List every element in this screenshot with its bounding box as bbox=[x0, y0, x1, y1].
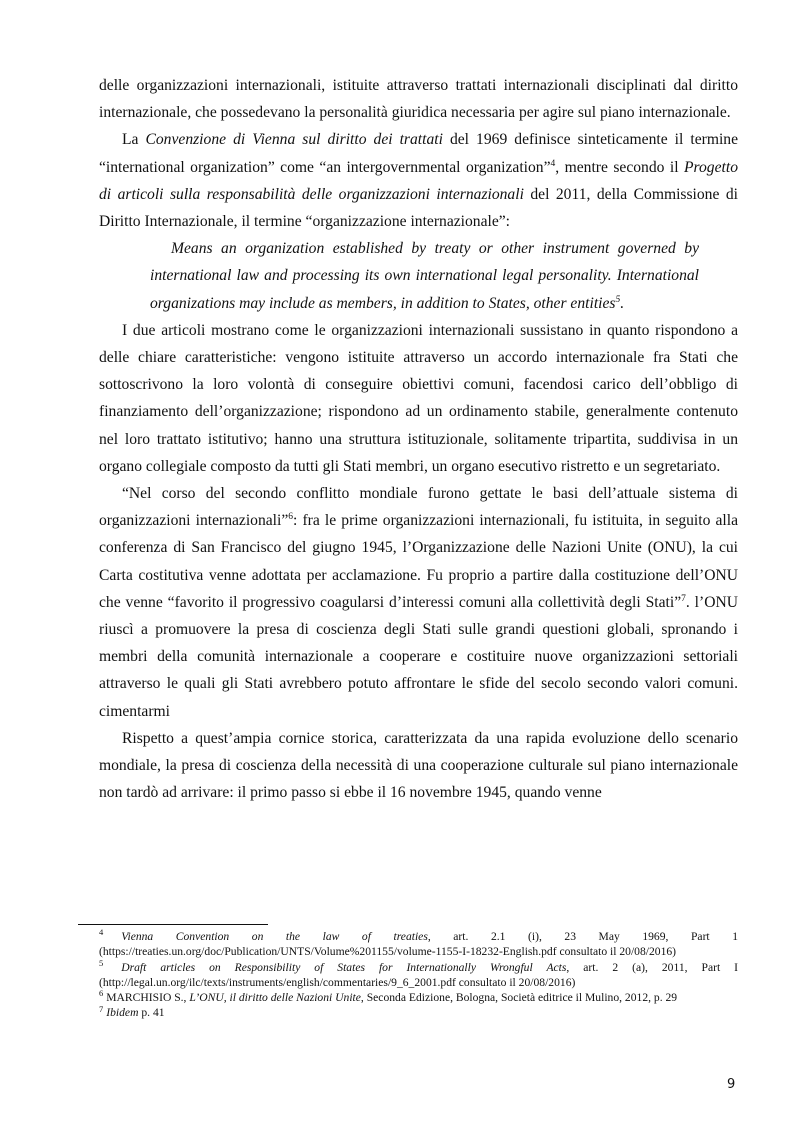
page-number: 9 bbox=[727, 1077, 736, 1092]
footnote-separator bbox=[78, 924, 268, 925]
paragraph-4 bbox=[99, 480, 738, 725]
body-text bbox=[99, 72, 738, 806]
footnote-title: Vienna Convention on the law of treaties bbox=[121, 930, 428, 943]
title-convenzione: Convenzione di Vienna sul diritto dei trattati bbox=[145, 131, 443, 149]
footnote-number: 6 bbox=[99, 988, 104, 999]
text: La bbox=[122, 131, 146, 149]
footnote-text: , Seconda Edizione, Bologna, Società editrice il Mulino, 2012, p. 29 bbox=[360, 991, 678, 1005]
footnote-text: , art. 2 (a), 2011, Part I (http://legal.un.org/ilc/texts/instruments/english/commentaries/9_6_2001.pdf consultato il 20/08/2016) bbox=[99, 960, 739, 989]
footnote-text: p. 41 bbox=[138, 1006, 165, 1020]
footnote-number: 7 bbox=[99, 1003, 104, 1014]
footnote-ref-5[interactable]: 5 bbox=[615, 294, 621, 305]
text: . l’ONU riuscì a promuovere la presa di coscienza degli Stati sulle grandi questioni globali, spronando i membri della comunità internazionale a cooperare e costituire nuove organizzazioni settoriali attraverso le quali gli Stati avrebbero potuto affrontare le sfide del secolo secondo valori comuni. cimentarmi bbox=[99, 593, 738, 720]
title-progetto: Progetto di articoli sulla responsabilità delle organizzazioni internazionali bbox=[99, 158, 738, 203]
footnote-text: MARCHISIO S., bbox=[106, 991, 190, 1005]
footnote-number: 4 bbox=[99, 927, 104, 938]
quote-text: Means an organization established by treaty or other instrument governed by international law and processing its own international legal personality. International organizations may include as members, in addition to States, other entities bbox=[150, 240, 699, 312]
footnote-4 bbox=[99, 929, 738, 960]
text: , mentre secondo il bbox=[555, 158, 684, 176]
footnote-number: 5 bbox=[99, 957, 104, 968]
paragraph-5: Rispetto a quest’ampia cornice storica, caratterizzata da una rapida evoluzione dello scenario mondiale, la presa di coscienza della necessità di una cooperazione culturale sul piano internazionale non tardò ad arrivare: il primo passo si ebbe il 16 novembre 1945, quando venne bbox=[99, 729, 738, 802]
footnote-ref-7[interactable]: 7 bbox=[681, 593, 686, 604]
text: . bbox=[620, 294, 625, 312]
text: del 1969 definisce sinteticamente il termine “international organization” come “an intergovernmental organization” bbox=[99, 131, 738, 176]
footnote-ref-6[interactable]: 6 bbox=[288, 512, 294, 523]
text: : fra le prime organizzazioni internazionali, fu istituita, in seguito alla conferenza di San Francisco del giugno 1945, l’Organizzazione delle Nazioni Unite (ONU), la cui Carta costitutiva venne adottata per acclamazione. Fu proprio a partire dalla costituzione dell’ONU che venne “favorito il progressivo coagularsi d’interessi comuni alla collettività degli Stati” bbox=[99, 512, 739, 611]
footnotes bbox=[99, 929, 738, 1021]
footnote-title: L’ONU, il diritto delle Nazioni Unite bbox=[189, 991, 361, 1005]
paragraph-2 bbox=[99, 126, 738, 235]
block-quote bbox=[150, 235, 699, 317]
footnote-7 bbox=[99, 1005, 738, 1020]
paragraph-1: delle organizzazioni internazionali, istituite attraverso trattati internazionali disciplinati dal diritto internazionale, che possedevano la personalità giuridica necessaria per agire sul piano internazionale. bbox=[99, 77, 738, 122]
text: “Nel corso del secondo conflitto mondiale furono gettate le basi dell’attuale sistema di organizzazioni internazionali” bbox=[99, 485, 738, 530]
footnote-5 bbox=[99, 957, 739, 991]
footnote-title: Ibidem bbox=[106, 1006, 139, 1020]
footnote-ref-4[interactable]: 4 bbox=[550, 158, 556, 169]
footnote-6 bbox=[99, 990, 738, 1005]
text: del 2011, della Commissione di Diritto Internazionale, il termine “organizzazione internazionale”: bbox=[99, 185, 738, 231]
paragraph-3: I due articoli mostrano come le organizzazioni internazionali sussistano in quanto rispondono a delle chiare caratteristiche: vengono istituite attraverso un accordo internazionale fra Stati che sottoscrivono la loro volontà di conseguire obiettivi comuni, facendosi carico dell’obbligo di finanziamento dell’organizzazione; rispondono ad un ordinamento stabile, generalmente contenuto nel loro trattato istitutivo; hanno una struttura istituzionale, solitamente tripartita, suddivisa in un organo collegiale composto da tutti gli Stati membri, un organo esecutivo ristretto e un segretariato. bbox=[99, 321, 738, 475]
footnote-text: , art. 2.1 (i), 23 May 1969, Part 1 (https://treaties.un.org/doc/Publication/UNTS/Volume%201155/volume-1155-I-18232-English.pdf consultato il 20/08/2016) bbox=[99, 930, 738, 959]
footnote-title: Draft articles on Responsibility of States for Internationally Wrongful Acts bbox=[121, 960, 567, 974]
